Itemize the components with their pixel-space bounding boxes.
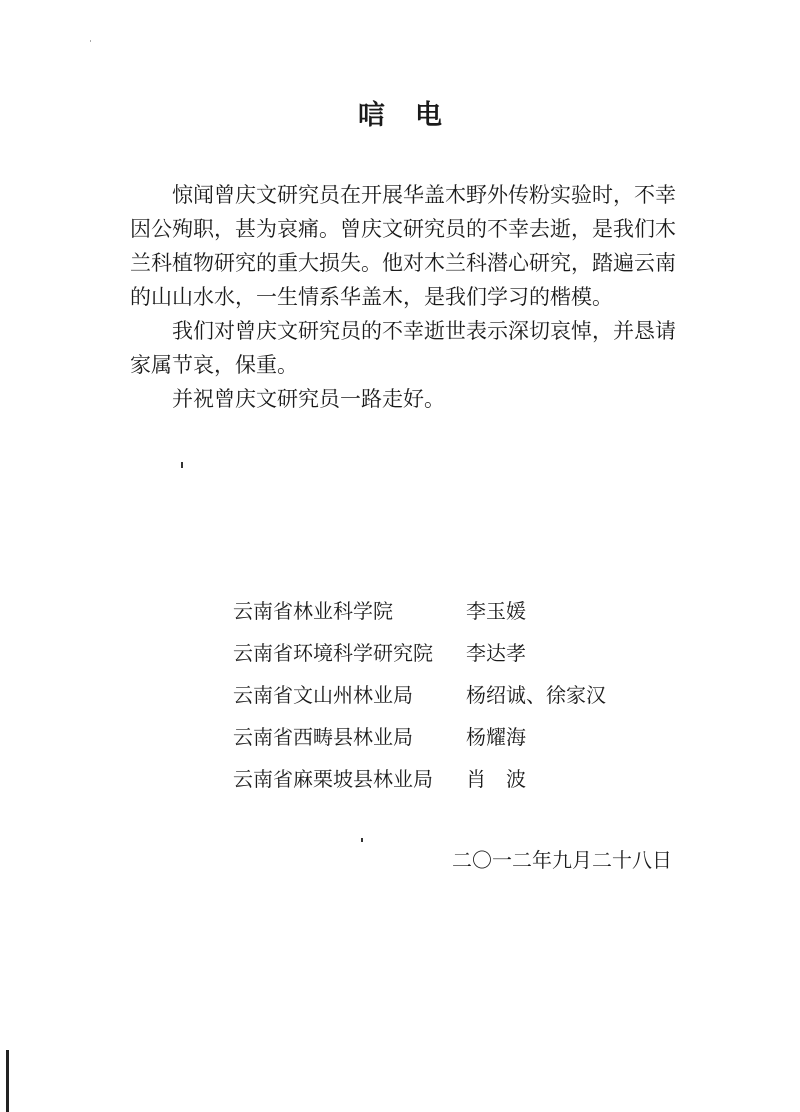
signature-names: 李达孝	[466, 641, 526, 665]
scan-speck	[181, 462, 183, 468]
signature-organization: 云南省环境科学研究院	[233, 641, 433, 665]
signature-organization: 云南省麻栗坡县林业局	[233, 767, 433, 791]
signature-organization: 云南省文山州林业局	[233, 683, 413, 707]
signature-names: 肖 波	[466, 767, 526, 791]
scan-speck	[361, 838, 363, 842]
signature-names: 杨耀海	[466, 725, 526, 749]
signature-row	[233, 632, 653, 674]
signature-names: 李玉媛	[466, 599, 526, 623]
signature-organization: 云南省西畴县林业局	[233, 725, 413, 749]
signature-row	[233, 758, 653, 800]
letter-date: 二〇一二年九月二十八日	[452, 848, 672, 872]
body-line: 我们对曾庆文研究员的不幸逝世表示深切哀悼，并恳请	[172, 319, 676, 343]
paragraph-2	[130, 314, 682, 382]
body-line: 因公殉职，甚为哀痛。曾庆文研究员的不幸去逝，是我们木	[130, 217, 676, 241]
body-line: 的山山水水，一生情系华盖木，是我们学习的楷模。	[130, 285, 613, 309]
scan-speck	[90, 40, 91, 42]
signature-block	[233, 590, 653, 800]
signature-row	[233, 590, 653, 632]
letter-title: 唁电	[358, 100, 472, 131]
body-line: 并祝曾庆文研究员一路走好。	[172, 387, 445, 411]
paragraph-1	[130, 178, 682, 314]
signature-organization: 云南省林业科学院	[233, 599, 393, 623]
signature-names: 杨绍诚、徐家汉	[466, 683, 606, 707]
body-line: 家属节哀，保重。	[130, 353, 298, 377]
letter-body	[130, 178, 682, 416]
body-line: 惊闻曾庆文研究员在开展华盖木野外传粉实验时，不幸	[172, 183, 676, 207]
scan-edge-line	[6, 1050, 9, 1112]
signature-row	[233, 716, 653, 758]
paragraph-3	[130, 382, 682, 416]
signature-row	[233, 674, 653, 716]
body-line: 兰科植物研究的重大损失。他对木兰科潜心研究，踏遍云南	[130, 251, 676, 275]
